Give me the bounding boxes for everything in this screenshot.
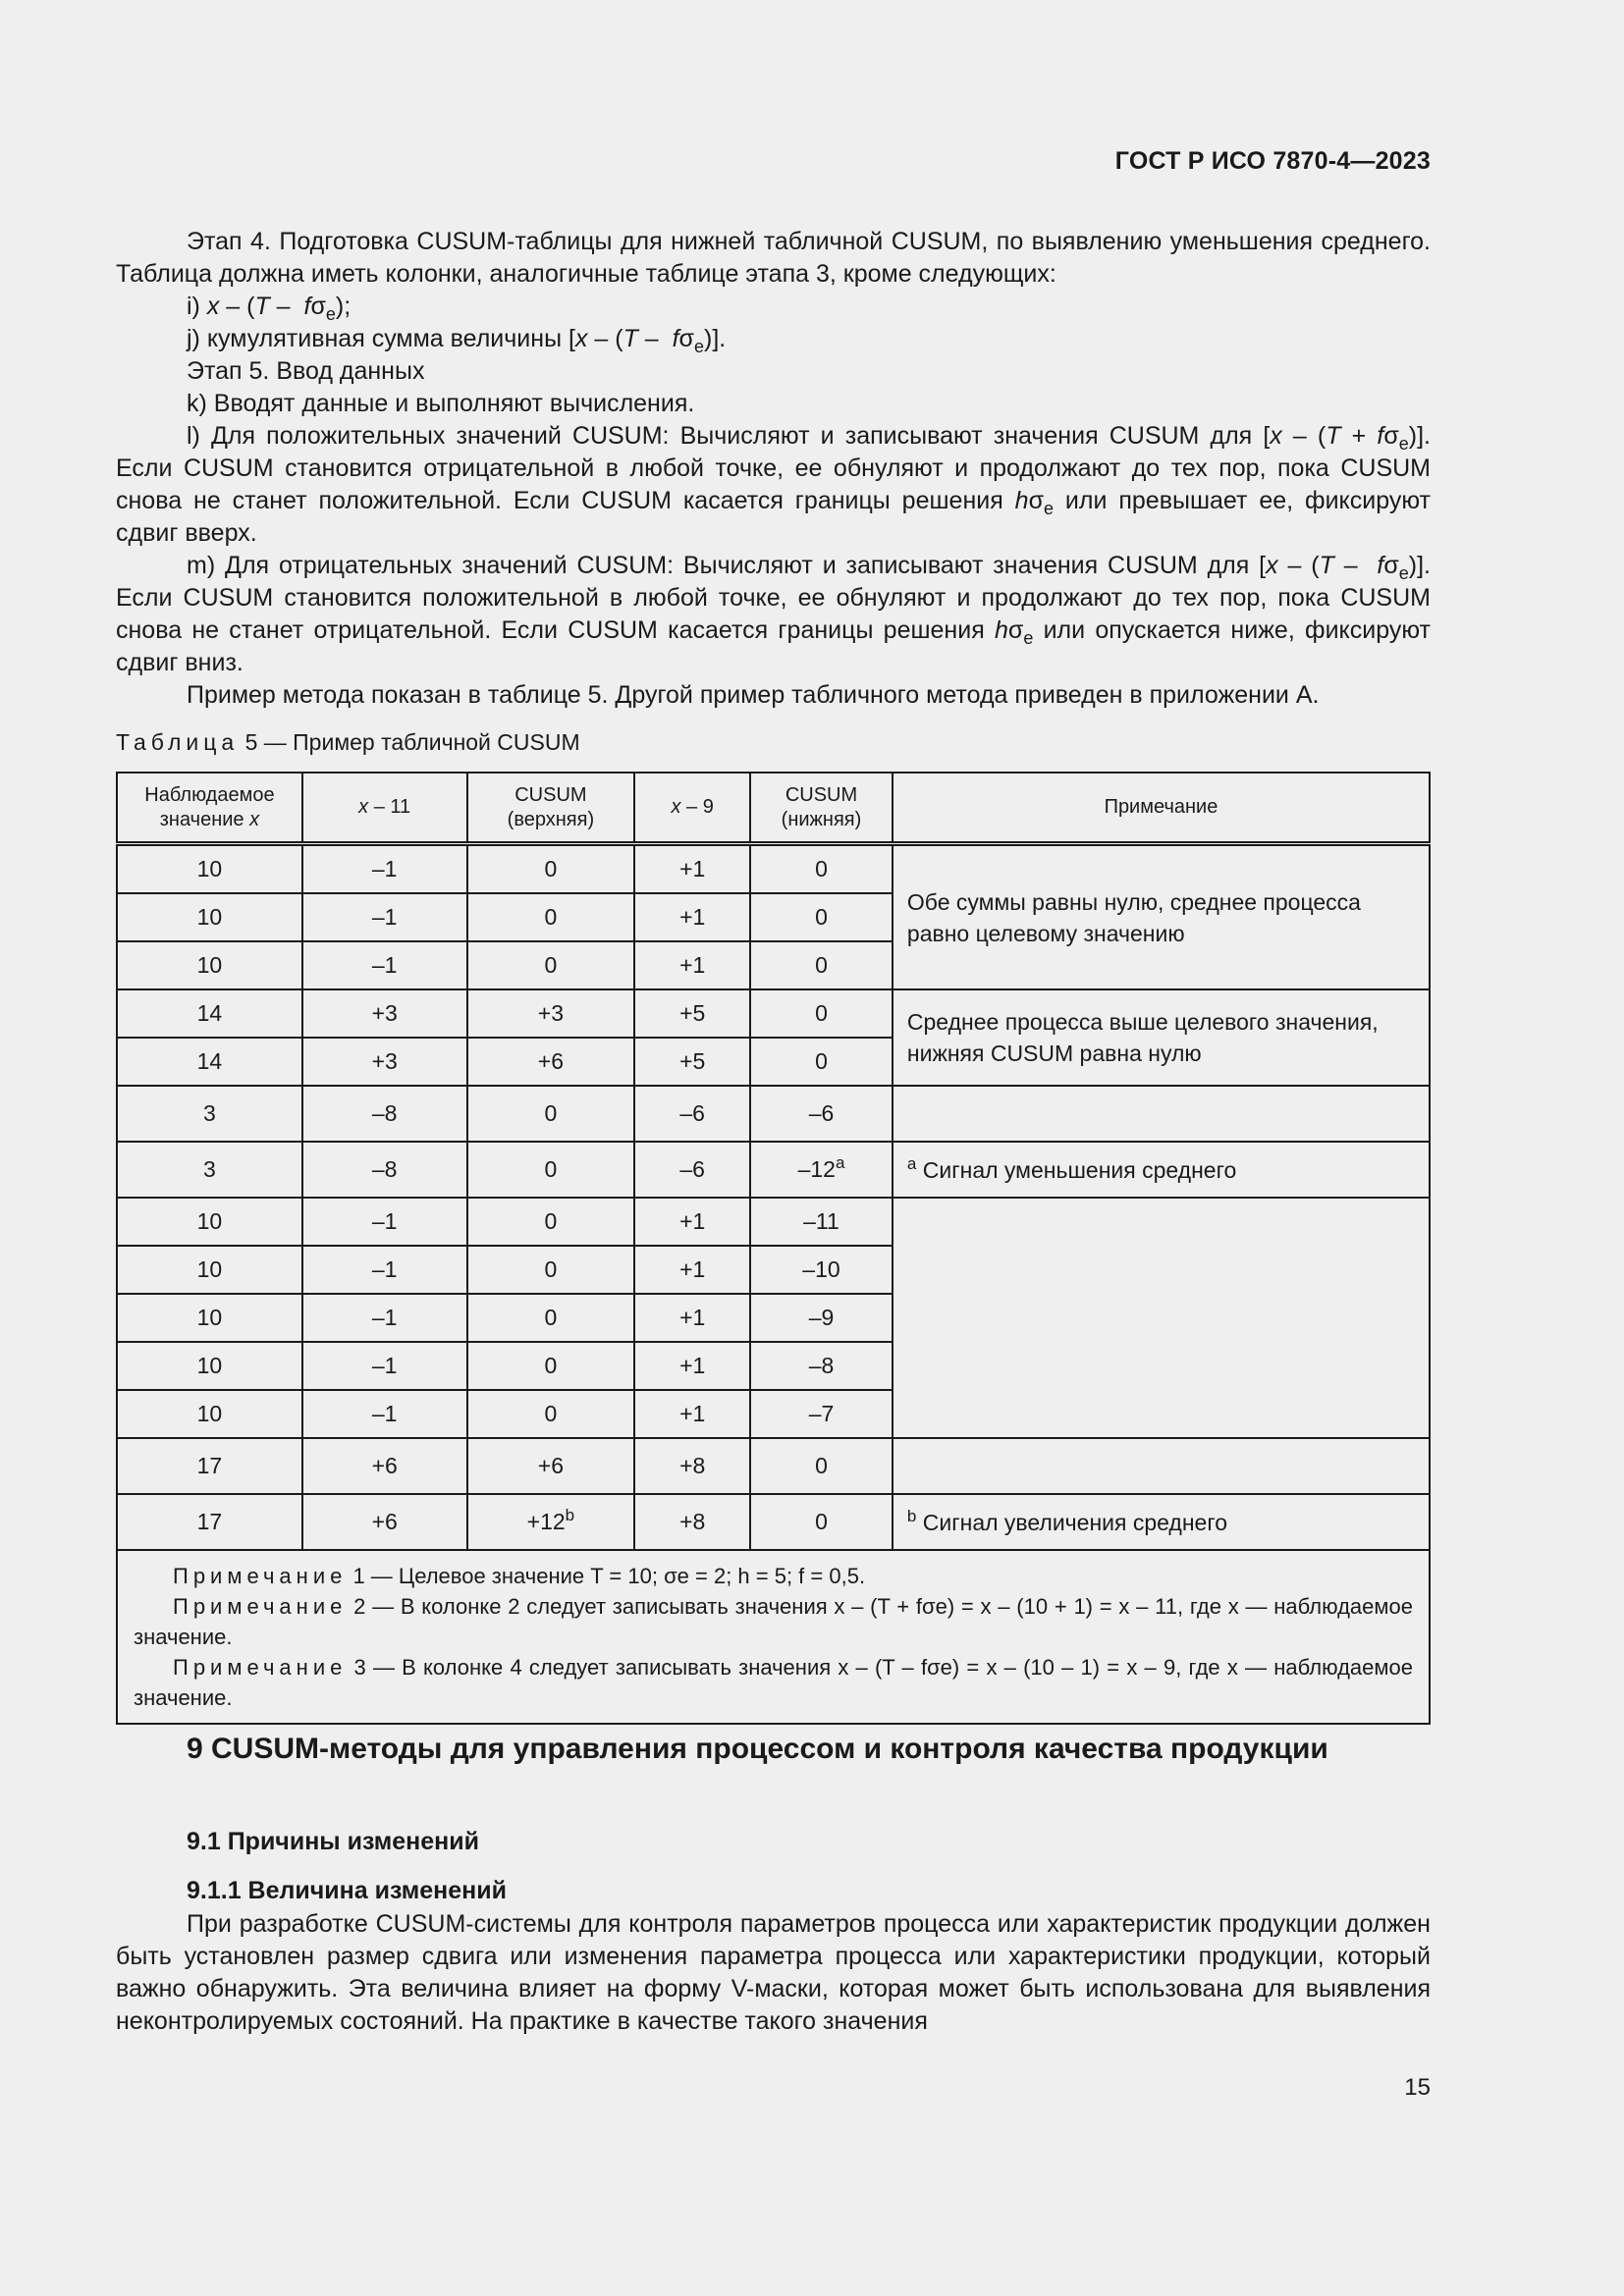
subsection-heading: 9.1 Причины изменений	[187, 1828, 479, 1855]
table-caption-word: Таблица	[116, 729, 240, 755]
cell: 0	[750, 1438, 893, 1494]
cell: –1	[302, 1390, 467, 1438]
cell: –11	[750, 1198, 893, 1246]
note-cell: Среднее процесса выше целевого значения, нижняя CUSUM равна нулю	[893, 989, 1430, 1086]
table-row	[117, 844, 1430, 894]
item-i: i) x – $(T - f\sigma_e)$;	[187, 293, 352, 324]
cell: 10	[117, 1390, 302, 1438]
cell: +6	[302, 1438, 467, 1494]
cell: 10	[117, 1198, 302, 1246]
cell: –8	[302, 1086, 467, 1142]
item-m-c: или опускается ниже, фиксируют сдвиг вниз.	[116, 616, 1431, 676]
header-note: Примечание	[893, 773, 1430, 844]
cell: 10	[117, 844, 302, 894]
item-j-prefix: j) кумулятивная сумма величины [	[187, 325, 575, 352]
item-l-b: )]. Если CUSUM становится отрицательной в любой точке, ее обнуляют и продолжают до тех пор, пока CUSUM снова не станет положительной. Если CUSUM касается границы решения	[116, 422, 1431, 514]
cell: –1	[302, 844, 467, 894]
cell: –6	[750, 1086, 893, 1142]
cell: +3	[302, 989, 467, 1038]
table-row	[117, 989, 1430, 1038]
cell: +1	[634, 1198, 750, 1246]
item-l-a: l) Для положительных значений CUSUM: Вычисляют и записывают значения CUSUM для [	[187, 422, 1271, 450]
cell: 0	[750, 1494, 893, 1550]
cell-with-footnote	[467, 1494, 635, 1550]
header-observed: Наблюдаемое значение x	[117, 773, 302, 844]
footnote-mark-b: b	[906, 1506, 917, 1525]
page-number: 15	[1404, 2074, 1431, 2101]
item-m-b: )]. Если CUSUM становится положительной в любой точке, ее обнуляют и продолжают до тех пор, пока CUSUM снова не станет отрицательной. Если CUSUM касается границы решения	[116, 552, 1431, 644]
cell: –1	[302, 1294, 467, 1342]
section-heading: 9 CUSUM-методы для управления процессом и контроля качества продукции	[187, 1733, 1328, 1765]
cell: 0	[467, 1086, 635, 1142]
cell: –6	[634, 1142, 750, 1198]
cell: 0	[467, 1342, 635, 1390]
header-x-minus-11: x – 11	[302, 773, 467, 844]
cell: 0	[467, 1142, 635, 1198]
step4-paragraph: Этап 4. Подготовка CUSUM-таблицы для нижней табличной CUSUM, по выявлению уменьшения среднего. Таблица должна иметь колонки, аналогичные таблице этапа 3, кроме следующих:	[116, 228, 1431, 288]
item-i-prefix: i)	[187, 293, 207, 320]
section-paragraph: При разработке CUSUM-системы для контроля параметров процесса или характеристик продукции должен быть установлен размер сдвига или изменения параметра процесса или характеристики продукции, который важно обнаружить. Эта величина влияет на форму V-маски, которая может быть использована для выявления неконтролируемых состояний. На практике в качестве такого значения	[116, 1910, 1431, 2035]
header-x-minus-9: x – 9	[634, 773, 750, 844]
cell: 0	[467, 893, 635, 941]
note-cell	[893, 1142, 1430, 1198]
item-j: j) кумулятивная сумма величины $[x - (T - f\sigma_e)]$.	[187, 325, 727, 356]
table-footnotes	[117, 1550, 1430, 1724]
cell: +6	[467, 1438, 635, 1494]
subsubsection-heading: 9.1.1 Величина изменений	[187, 1877, 508, 1904]
table-row	[117, 1086, 1430, 1142]
body-text	[116, 226, 1431, 712]
table-row	[117, 1142, 1430, 1198]
document-header: ГОСТ Р ИСО 7870-4—2023	[1114, 147, 1431, 175]
cell: +6	[302, 1494, 467, 1550]
footnote-3	[134, 1652, 1413, 1713]
table-row	[117, 1494, 1430, 1550]
cell: 0	[750, 941, 893, 989]
footnote-label: Примечание	[173, 1594, 348, 1619]
footnote-label: Примечание	[173, 1564, 348, 1588]
cell: +1	[634, 1342, 750, 1390]
item-m: m) Для отрицательных значений CUSUM: Вычисляют и записывают значения CUSUM для $[x - (T - f\sigma_e)]$. Если CUSUM становится положительной в любой точке, ее обнуляют и продолжают до тех пор, пока CUSUM снова не станет отрицательной. Если CUSUM касается границы решения $h\sigma_e$ или опускается ниже, фиксируют сдвиг вниз.	[116, 552, 1431, 676]
cell: 0	[750, 893, 893, 941]
cell: +3	[467, 989, 635, 1038]
footnote-mark-a: a	[835, 1153, 845, 1172]
cell-value: –12	[797, 1156, 836, 1182]
cell-value: +12	[526, 1509, 566, 1534]
cell: +1	[634, 844, 750, 894]
cell: –6	[634, 1086, 750, 1142]
cell: +1	[634, 1294, 750, 1342]
note-cell-empty	[893, 1438, 1430, 1494]
cell: 0	[750, 844, 893, 894]
cell: 14	[117, 1038, 302, 1086]
cell-with-footnote	[750, 1142, 893, 1198]
cell: –1	[302, 1198, 467, 1246]
step5-paragraph: Этап 5. Ввод данных	[187, 357, 425, 385]
footnote-text: 3 — В колонке 4 следует записывать значения x – (T – fσe) = x – (10 – 1) = x – 9, где x — наблюдаемое значение.	[134, 1655, 1413, 1710]
cell: 10	[117, 1246, 302, 1294]
table-caption	[116, 729, 580, 756]
cell: –8	[750, 1342, 893, 1390]
cell: 3	[117, 1086, 302, 1142]
cell: 0	[467, 941, 635, 989]
header-cusum-lower: CUSUM (нижняя)	[750, 773, 893, 844]
note-cell-empty	[893, 1086, 1430, 1142]
table-caption-rest: 5 — Пример табличной CUSUM	[239, 729, 580, 755]
cell: –7	[750, 1390, 893, 1438]
cell: +6	[467, 1038, 635, 1086]
section-body	[116, 1908, 1431, 2038]
cell: 0	[467, 1390, 635, 1438]
cell: 10	[117, 941, 302, 989]
table-row	[117, 1438, 1430, 1494]
footnote-1	[134, 1561, 1413, 1591]
cell: 0	[750, 1038, 893, 1086]
note-text: Сигнал увеличения среднего	[916, 1509, 1228, 1535]
cell: 10	[117, 1294, 302, 1342]
cell: +1	[634, 941, 750, 989]
table-footnotes-row	[117, 1550, 1430, 1724]
footnote-2	[134, 1591, 1413, 1652]
cell: –1	[302, 893, 467, 941]
footnote-text: 1 — Целевое значение T = 10; σe = 2; h = 5; f = 0,5.	[347, 1564, 866, 1588]
cell: –10	[750, 1246, 893, 1294]
cell: +1	[634, 893, 750, 941]
item-m-a: m) Для отрицательных значений CUSUM: Вычисляют и записывают значения CUSUM для [	[187, 552, 1267, 579]
cell: +1	[634, 1390, 750, 1438]
cell: 0	[467, 1294, 635, 1342]
item-k: k) Вводят данные и выполняют вычисления.	[187, 390, 695, 417]
cusum-table	[116, 772, 1431, 1725]
cell: 0	[467, 844, 635, 894]
cell: 0	[467, 1246, 635, 1294]
footnote-mark-a: a	[906, 1153, 917, 1173]
cell: +5	[634, 1038, 750, 1086]
cell: +8	[634, 1494, 750, 1550]
cell: +1	[634, 1246, 750, 1294]
cell: 17	[117, 1494, 302, 1550]
cell: 14	[117, 989, 302, 1038]
footnote-text: 2 — В колонке 2 следует записывать значения x – (T + fσe) = x – (10 + 1) = x – 11, где x — наблюдаемое значение.	[134, 1594, 1413, 1649]
item-l: l) Для положительных значений CUSUM: Вычисляют и записывают значения CUSUM для $[x - (T + f\sigma_e)]$. Если CUSUM становится отрицательной в любой точке, ее обнуляют и продолжают до тех пор, пока CUSUM снова не станет положительной. Если CUSUM касается границы решения $h\sigma_e$ или превышает ее, фиксируют сдвиг вверх.	[116, 422, 1431, 547]
item-l-c: или превышает ее, фиксируют сдвиг вверх.	[116, 487, 1431, 547]
example-paragraph: Пример метода показан в таблице 5. Другой пример табличного метода приведен в приложении A.	[187, 681, 1320, 709]
cell: –1	[302, 941, 467, 989]
footnote-label: Примечание	[173, 1655, 348, 1680]
cell: 10	[117, 1342, 302, 1390]
cell: 3	[117, 1142, 302, 1198]
cell: 0	[750, 989, 893, 1038]
cell: 10	[117, 893, 302, 941]
cell: +3	[302, 1038, 467, 1086]
header-cusum-upper: CUSUM (верхняя)	[467, 773, 635, 844]
cell: –1	[302, 1246, 467, 1294]
note-cell	[893, 1494, 1430, 1550]
cell: +5	[634, 989, 750, 1038]
cell: –1	[302, 1342, 467, 1390]
table-row	[117, 1198, 1430, 1246]
table-header-row	[117, 773, 1430, 844]
note-cell: Обе суммы равны нулю, среднее процесса равно целевому значению	[893, 844, 1430, 990]
cell: 17	[117, 1438, 302, 1494]
note-cell-empty	[893, 1198, 1430, 1438]
cell: 0	[467, 1198, 635, 1246]
note-text: Сигнал уменьшения среднего	[916, 1156, 1237, 1183]
cell: –8	[302, 1142, 467, 1198]
footnote-mark-b: b	[565, 1506, 575, 1524]
cell: +8	[634, 1438, 750, 1494]
cell: –9	[750, 1294, 893, 1342]
